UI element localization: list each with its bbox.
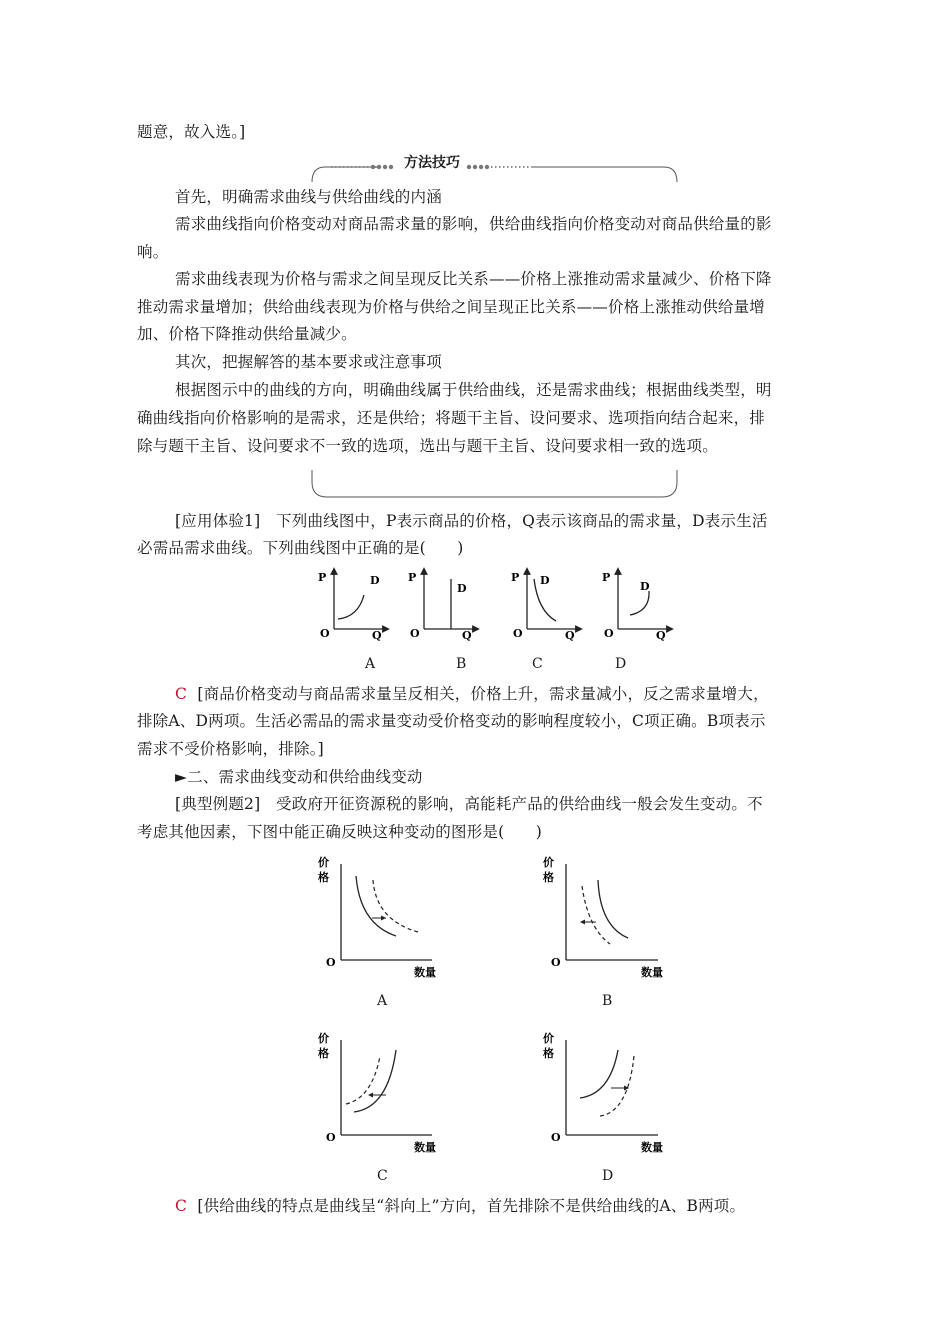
exercise1-line-2: 必需品需求曲线。下列曲线图中正确的是( ) [137, 539, 464, 557]
method-box-title: 方法技巧 [398, 152, 466, 172]
answer1-line-1 [175, 684, 769, 704]
answer1-line-2: 排除A、D两项。生活必需品的需求量变动受价格变动的影响程度较小，C项正确。B项表示 [137, 712, 766, 730]
example2-option-b: B [602, 993, 613, 1009]
continued-text: 题意，故入选。] [137, 123, 246, 141]
axis-p-label: P [408, 571, 417, 584]
curve-d-label: D [640, 580, 650, 593]
graph-A [318, 571, 386, 642]
x-axis-label: 数量 [641, 1141, 663, 1154]
curve-d-label: D [370, 574, 380, 587]
method-box-top-border [311, 164, 678, 182]
exercise1-option-b: B [456, 656, 467, 672]
graph-D [602, 571, 670, 642]
graph-B [543, 855, 663, 979]
origin-label: O [551, 956, 561, 969]
example2-line-2: 考虑其他因素，下图中能正确反映这种变动的图形是( ) [137, 823, 542, 841]
origin-label: O [320, 627, 330, 640]
exercise1-option-d: D [615, 656, 627, 672]
y-axis-label: 价 [318, 856, 329, 869]
axis-p-label: P [602, 571, 611, 584]
origin-label: O [551, 1131, 561, 1144]
example2-option-c: C [377, 1168, 388, 1184]
example2-option-d: D [602, 1168, 614, 1184]
answer2-letter: C [175, 1197, 188, 1215]
x-axis-label: 数量 [641, 966, 663, 979]
example2-line-1: [典型例题2] 受政府开征资源税的影响，高能耗产品的供给曲线一般会发生变动。不 [175, 795, 763, 813]
method-line-8: 根据图示中的曲线的方向，明确曲线属于供给曲线，还是需求曲线；根据曲线类型，明 [175, 381, 772, 399]
origin-label: O [604, 627, 614, 640]
method-line-4: 需求曲线表现为价格与需求之间呈现反比关系——价格上涨推动需求量减少、价格下降 [175, 270, 772, 288]
axis-p-label: P [511, 571, 520, 584]
origin-label: O [326, 956, 336, 969]
graph-A [318, 855, 436, 979]
method-line-10: 除与题干主旨、设问要求不一致的选项，选出与题干主旨、设问要求相一致的选项。 [137, 437, 718, 455]
method-line-3: 响。 [137, 243, 169, 261]
y-axis-label: 价 [318, 1032, 329, 1045]
answer2-text: [供给曲线的特点是曲线呈“斜向上”方向，首先排除不是供给曲线的A、B两项。 [197, 1197, 746, 1215]
answer1-text-1: [商品价格变动与商品需求量呈反相关，价格上升，需求量减小，反之需求量增大， [197, 685, 769, 703]
y-axis-label: 价 [543, 856, 554, 869]
graph-C [318, 1031, 436, 1154]
origin-label: O [410, 627, 420, 640]
method-box-bottom-border [311, 470, 678, 500]
curve-d-label: D [457, 582, 467, 595]
y-axis-label: 格 [543, 871, 554, 884]
exercise1-option-c: C [532, 656, 543, 672]
origin-label: O [326, 1131, 336, 1144]
graph-D [543, 1031, 663, 1154]
method-line-1: 首先，明确需求曲线与供给曲线的内涵 [175, 188, 442, 206]
axis-q-label: Q [656, 629, 666, 642]
y-axis-label: 格 [543, 1047, 554, 1060]
example2-option-a: A [377, 993, 388, 1009]
section2-heading: ►二、需求曲线变动和供给曲线变动 [175, 768, 423, 786]
y-axis-label: 格 [318, 871, 329, 884]
exercise1-graphs [300, 565, 690, 645]
x-axis-label: 数量 [414, 1141, 436, 1154]
answer1-letter: C [175, 685, 188, 703]
method-line-5: 推动需求量增加；供给曲线表现为价格与供给之间呈现正比关系——价格上涨推动供给量增 [137, 298, 766, 316]
answer1-line-3: 需求不受价格影响，排除。] [137, 740, 324, 758]
x-axis-label: 数量 [414, 966, 436, 979]
answer2-line [175, 1196, 745, 1216]
y-axis-label: 格 [318, 1047, 329, 1060]
origin-label: O [513, 627, 523, 640]
method-line-9: 确曲线指向价格影响的是需求，还是供给；将题干主旨、设问要求、选项指向结合起来，排 [137, 409, 766, 427]
exercise1-line-1: [应用体验1] 下列曲线图中，P表示商品的价格，Q表示该商品的需求量，D表示生活 [175, 512, 768, 530]
axis-p-label: P [318, 571, 327, 584]
axis-q-label: Q [372, 629, 382, 642]
example2-graphs [310, 850, 700, 1170]
axis-q-label: Q [565, 629, 575, 642]
graph-B [408, 571, 476, 642]
exercise1-option-a: A [365, 656, 376, 672]
method-line-2: 需求曲线指向价格变动对商品需求量的影响，供给曲线指向价格变动对商品供给量的影 [175, 215, 772, 233]
curve-d-label: D [540, 574, 550, 587]
axis-q-label: Q [462, 629, 472, 642]
y-axis-label: 价 [543, 1032, 554, 1045]
graph-C [511, 571, 579, 642]
method-line-6: 加、价格下降推动供给量减少。 [137, 325, 357, 343]
method-line-7: 其次，把握解答的基本要求或注意事项 [175, 353, 442, 371]
